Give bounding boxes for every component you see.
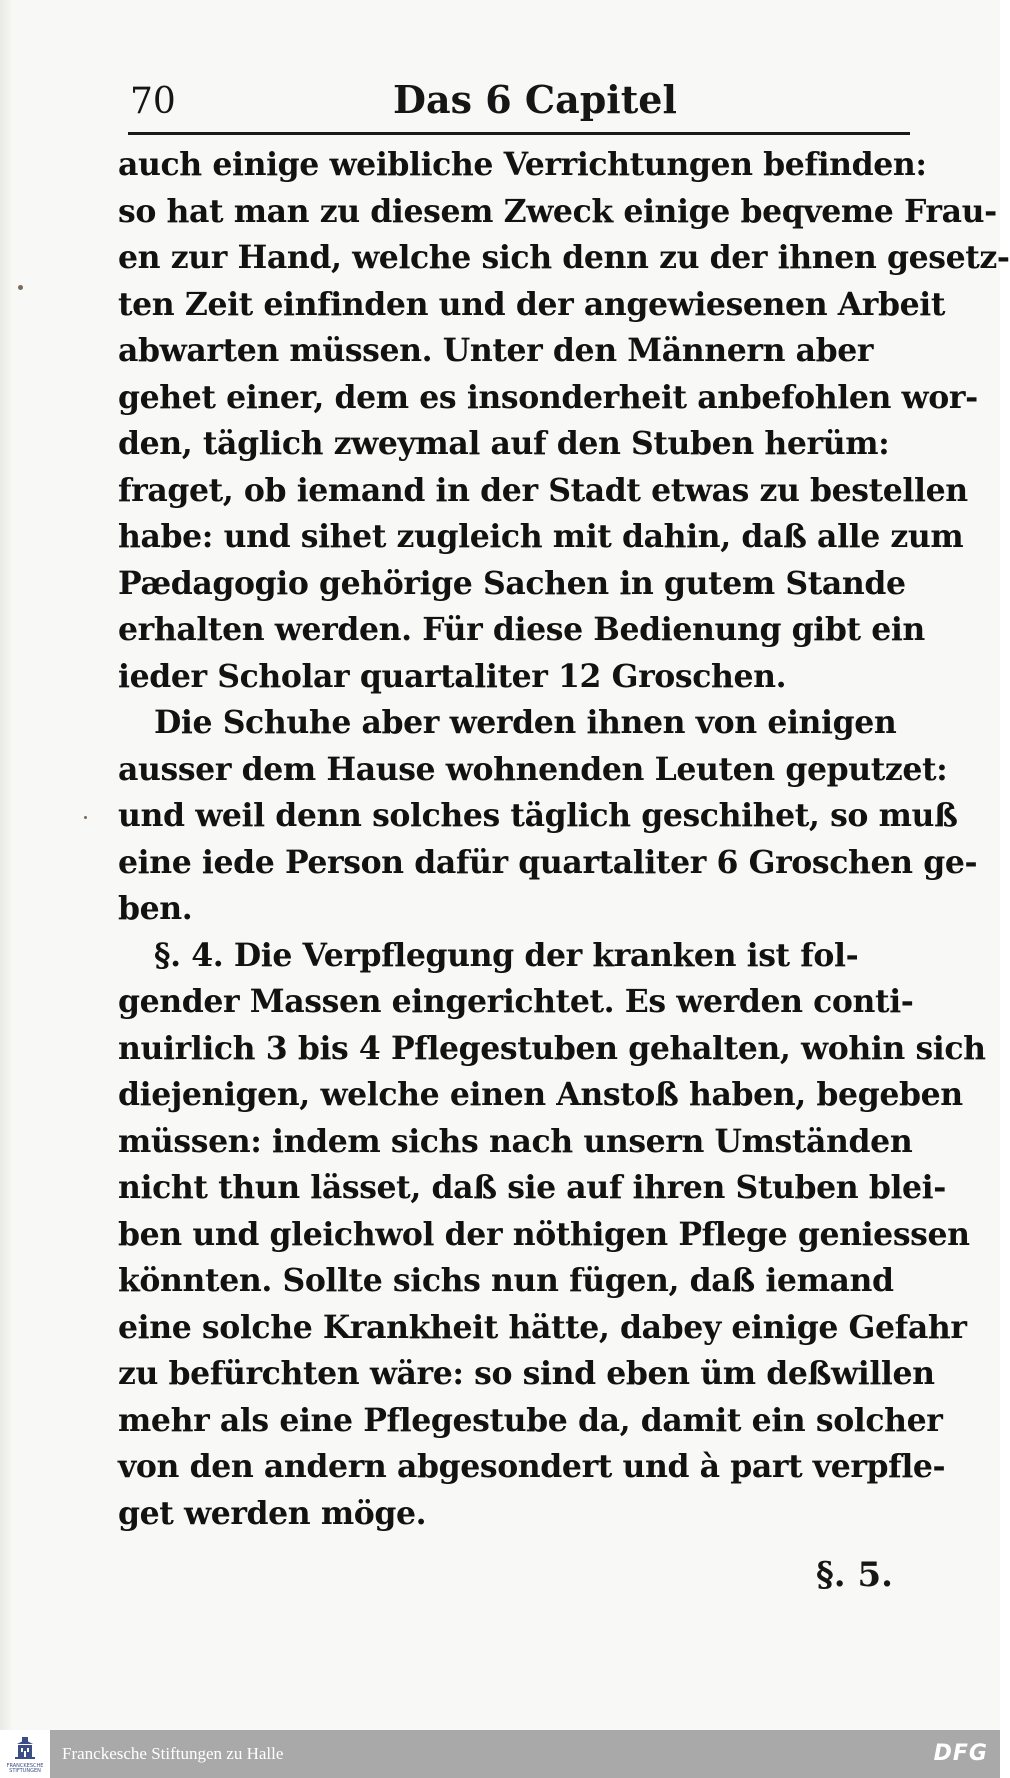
text-line: ten Zeit einfinden und der angewiesenen Arbeit bbox=[118, 285, 945, 323]
text-line: zu befürchten wäre: so sind eben üm deßwillen bbox=[118, 1355, 935, 1392]
text-line: und weil denn solches täglich geschihet, so muß bbox=[118, 797, 958, 834]
paper-speck bbox=[84, 816, 87, 819]
text-line: ieder Scholar quartaliter 12 Groschen. bbox=[118, 657, 787, 695]
building-icon bbox=[13, 1735, 37, 1763]
page-left-edge bbox=[0, 0, 12, 1730]
text-line: Pædagogio gehörige Sachen in gutem Stande bbox=[118, 564, 906, 602]
institution-name[interactable]: Franckesche Stiftungen zu Halle bbox=[62, 1744, 284, 1763]
text-line: nicht thun lässet, daß sie auf ihren Stuben blei- bbox=[118, 1169, 946, 1206]
text-line: mehr als eine Pflegestube da, damit ein solcher bbox=[118, 1401, 943, 1439]
text-line: get werden möge. bbox=[118, 1494, 427, 1532]
logo-caption: FRANCKESCHE STIFTUNGEN bbox=[6, 1763, 44, 1774]
text-line: könnten. Sollte sichs nun fügen, daß iemand bbox=[118, 1262, 894, 1299]
text-line: gehet einer, dem es insonderheit anbefohlen wor- bbox=[118, 378, 978, 416]
paper-speck bbox=[18, 285, 23, 290]
institution-logo[interactable] bbox=[0, 1730, 50, 1778]
page-number: 70 bbox=[130, 81, 176, 122]
running-title: Das 6 Capitel bbox=[393, 77, 677, 122]
dfg-logo[interactable]: DFG bbox=[933, 1741, 988, 1766]
text-line: auch einige weibliche Verrichtungen befinden: bbox=[118, 146, 927, 183]
text-line: §. 4. Die Verpflegung der kranken ist fol- bbox=[154, 936, 859, 974]
text-line: von den andern abgesondert und à part verpfle- bbox=[118, 1448, 946, 1485]
text-line: habe: und sihet zugleich mit dahin, daß alle zum bbox=[118, 518, 964, 555]
text-line: Die Schuhe aber werden ihnen von einigen bbox=[154, 704, 897, 741]
text-line: fraget, ob iemand in der Stadt etwas zu bestellen bbox=[118, 471, 968, 509]
header-rule bbox=[128, 132, 910, 135]
text-line: erhalten werden. Für diese Bedienung gibt ein bbox=[118, 611, 925, 648]
text-line: en zur Hand, welche sich denn zu der ihnen gesetz- bbox=[118, 239, 1010, 276]
text-line: ben. bbox=[118, 890, 193, 927]
footer-bar bbox=[0, 1730, 1000, 1778]
text-line: nuirlich 3 bis 4 Pflegestuben gehalten, wohin sich bbox=[118, 1029, 986, 1067]
text-line: eine iede Person dafür quartaliter 6 Groschen ge- bbox=[118, 843, 978, 881]
text-line: diejenigen, welche einen Anstoß haben, begeben bbox=[118, 1076, 963, 1113]
catchword: §. 5. bbox=[816, 1555, 893, 1595]
text-line: eine solche Krankheit hätte, dabey einige Gefahr bbox=[118, 1308, 967, 1346]
text-line: ausser dem Hause wohnenden Leuten geputzet: bbox=[118, 750, 948, 788]
text-line: gender Massen eingerichtet. Es werden conti- bbox=[118, 983, 914, 1020]
text-line: so hat man zu diesem Zweck einige beqveme Frau- bbox=[118, 192, 997, 230]
body-text bbox=[118, 142, 1010, 1537]
text-line: ben und gleichwol der nöthigen Pflege geniessen bbox=[118, 1215, 970, 1253]
text-line: den, täglich zweymal auf den Stuben herüm: bbox=[118, 425, 890, 462]
text-line: abwarten müssen. Unter den Männern aber bbox=[118, 332, 874, 369]
text-line: müssen: indem sichs nach unsern Umständen bbox=[118, 1122, 913, 1160]
running-head bbox=[128, 70, 910, 130]
